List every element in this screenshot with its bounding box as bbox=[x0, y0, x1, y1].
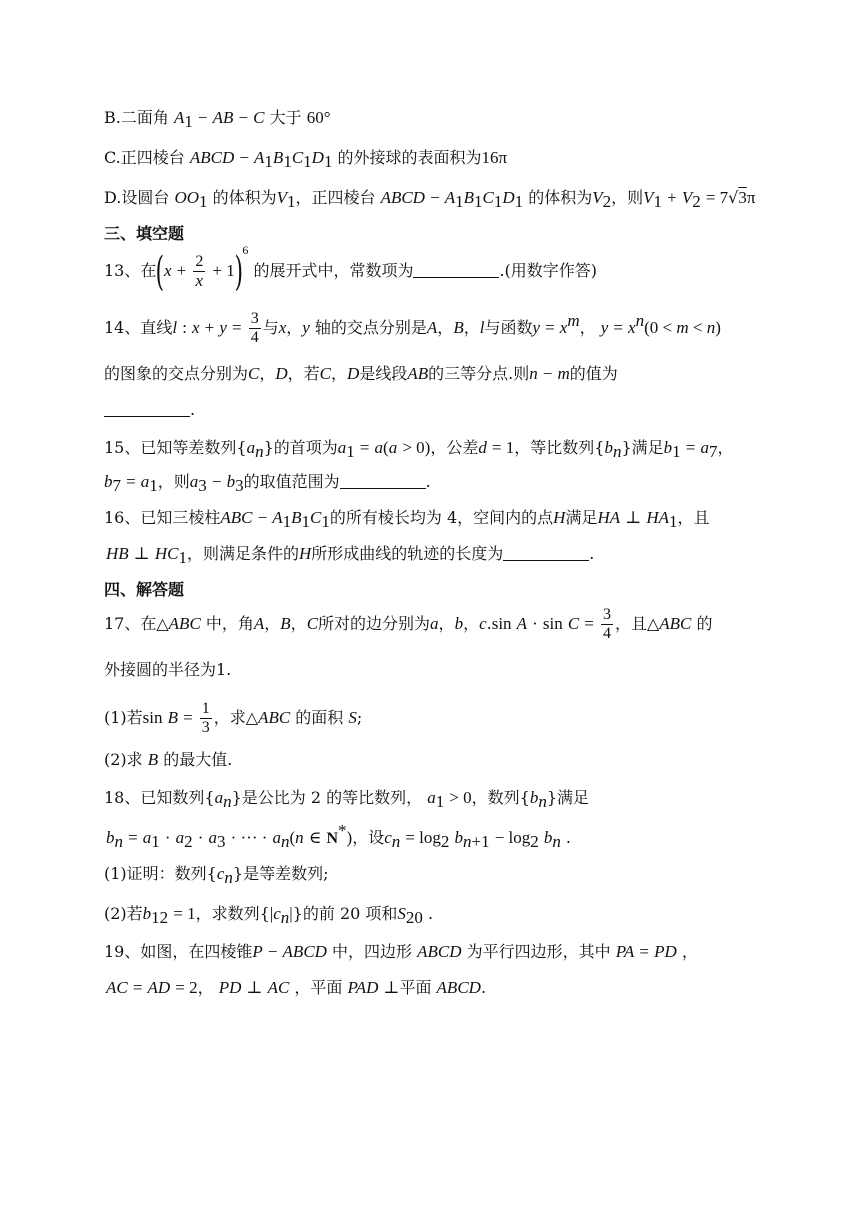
question-17-line-2: 外接圆的半径为1. bbox=[104, 660, 232, 679]
question-18-line-2: $b_n = a_1 \cdot a_2 \cdot a_3$ · ··· · $a_n(n$ ∈ N*)，设$c_n = \log_2 b_{n+1} - \log_2 b_n$ . bbox=[106, 821, 572, 851]
question-19-line-2: AC = AD = 2， PD ⊥ AC ，平面 PAD ⊥平面 ABCD. bbox=[106, 978, 487, 997]
option-c: C.正四棱台 ABCD − $A_1B_1C_1D_1$ 的外接球的表面积为16π bbox=[104, 148, 508, 171]
option-d: D.设圆台 $OO_1$ 的体积为$V_1$，正四棱台 ABCD − $A_1B_1C_1D_1$ 的体积为$V_2$，则$V_1 + V_2 = 7√3\pi$ bbox=[104, 188, 756, 211]
question-18-line-1: 18、已知数列$\{a_n\}$是公比为 2 的等比数列， $a_1 > 0$，数列$\{b_n\}$满足 bbox=[104, 788, 590, 811]
question-14-line-2: 的图象的交点分别为C，D，若C，D是线段AB的三等分点.则n − m的值为 bbox=[104, 364, 618, 383]
question-16-line-2: HB ⊥ $HC_1$，则满足条件的H所形成曲线的轨迹的长度为 . bbox=[106, 544, 595, 567]
question-18-part-2: (2)若$b_{12} = 1$，求数列$\{|c_n|\}$的前 20 项和$S_{20}$ . bbox=[104, 904, 434, 927]
question-17-part-2: (2)求 B 的最大值. bbox=[104, 750, 233, 769]
question-17-part-1: (1)若sin B = $\frac{1}{3}$ ，求△ABC 的面积 S; bbox=[104, 700, 363, 736]
option-b: B.二面角 $A_1$ − AB − C 大于 60° bbox=[104, 108, 331, 131]
question-18-part-1: (1)证明：数列$\{c_n\}$是等差数列; bbox=[104, 864, 329, 887]
question-17-line-1: 17、在△ABC 中，角A，B，C所对的边分别为a，b，c.sin A · sin C = $\frac{3}{4}$ ，且△ABC 的 bbox=[104, 606, 713, 642]
question-16-line-1: 16、已知三棱柱ABC − $A_1B_1C_1$的所有棱长均为 4，空间内的点H满足HA ⊥ $HA_1$，且 bbox=[104, 508, 710, 531]
section-fill-in-heading: 三、填空题 bbox=[104, 224, 185, 243]
question-14-line-3: . bbox=[104, 398, 195, 422]
question-19-line-1: 19、如图，在四棱锥P − ABCD 中，四边形 ABCD 为平行四边形，其中 PA = PD ， bbox=[104, 942, 698, 961]
question-14-line-1: 14、直线l : x + y = $\frac{3}{4}$ 与x，y 轴的交点分别是A，B，l与函数$y = x^m$， $y = x^n(0 < m < n)$ bbox=[104, 310, 721, 346]
section-answer-heading: 四、解答题 bbox=[104, 580, 185, 599]
question-13: 13、在(x + $\frac{2}{x}$ + 1)$^6$ 的展开式中，常数项为 .(用数字作答) bbox=[104, 243, 598, 295]
question-15-line-1: 15、已知等差数列$\{a_n\}$的首项为$a_1 = a(a > 0)$，公差d = 1，等比数列$\{b_n\}$满足$b_1 = a_7$， bbox=[104, 438, 734, 461]
question-15-line-2: $b_7 = a_1$，则$a_3 - b_3$的取值范围为 . bbox=[104, 472, 431, 495]
